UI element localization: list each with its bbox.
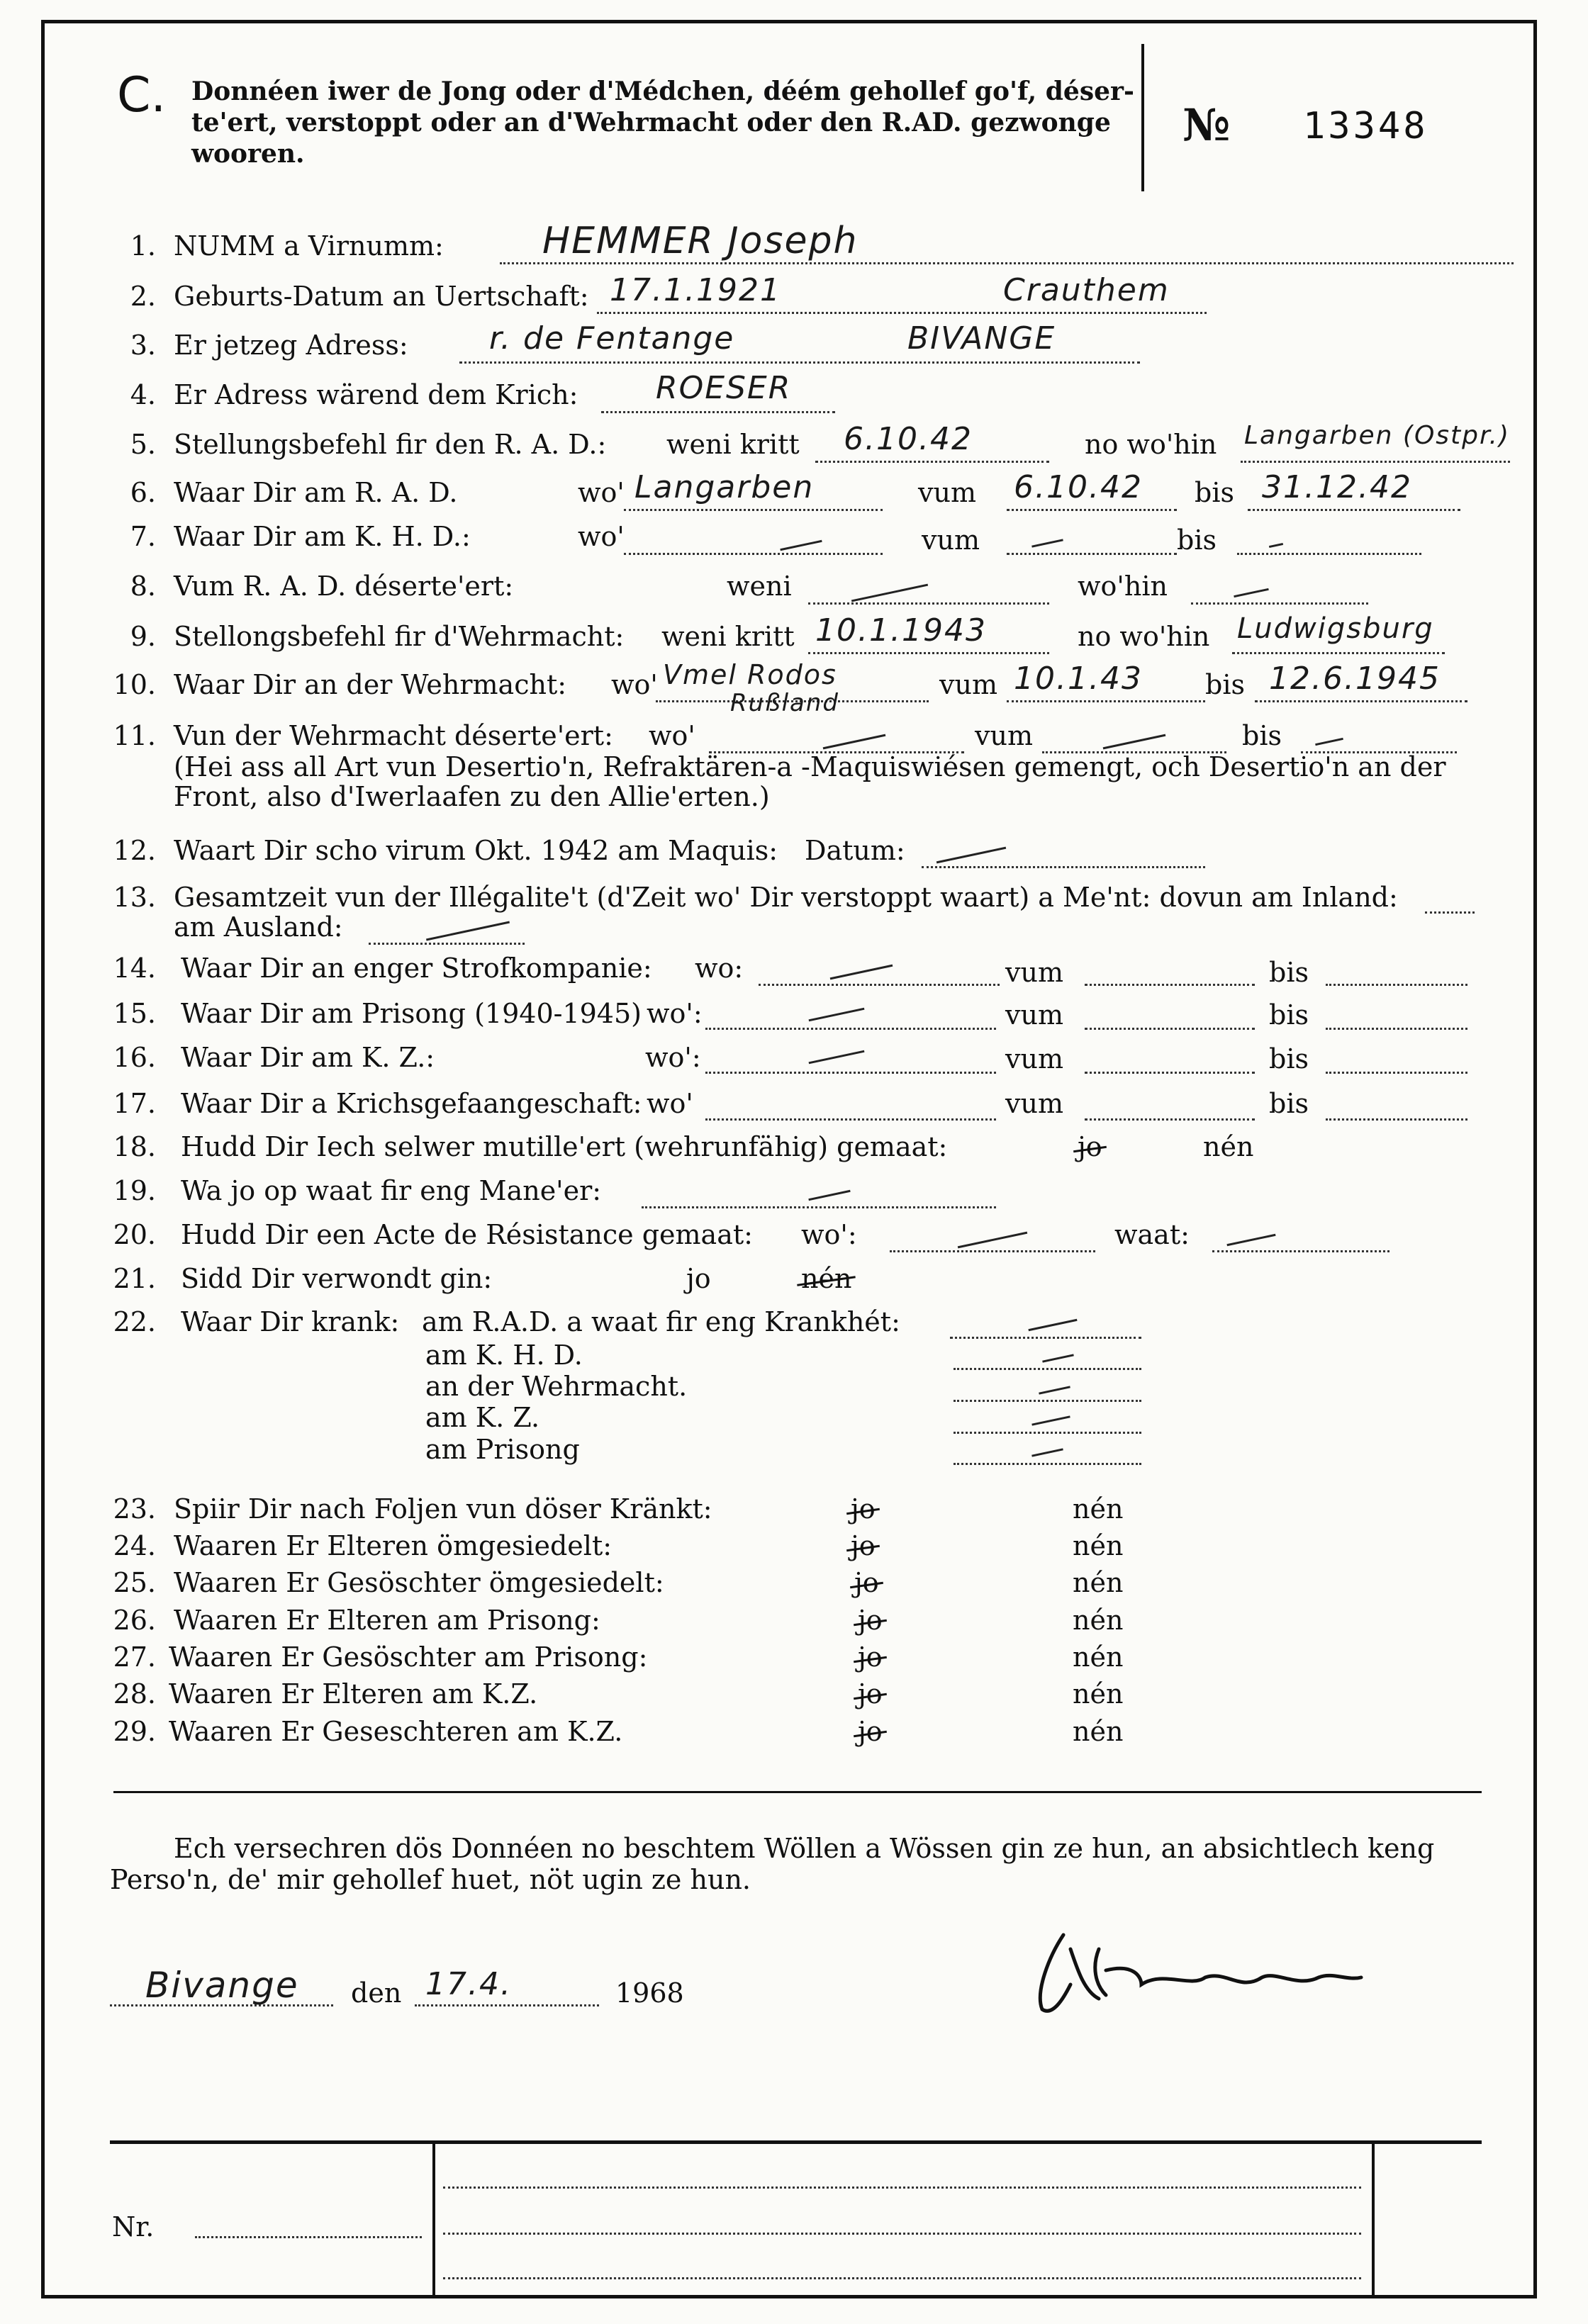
q14-where-label: wo: (695, 953, 744, 984)
q8-when-field[interactable] (808, 602, 1049, 605)
q22-sub-rad: am R.A.D. a waat fir eng Krankhét: (422, 1306, 900, 1337)
footer-nr-label: Nr. (112, 2211, 155, 2242)
q14-from-field[interactable] (1085, 984, 1255, 986)
q16-where-label: wo': (645, 1042, 701, 1073)
q17-from-field[interactable] (1085, 1118, 1255, 1121)
q13-inland-field[interactable] (1425, 911, 1475, 914)
q25-label: Waaren Er Gesöschter ömgesiedelt: (174, 1567, 664, 1598)
q27-yes-option[interactable] (858, 1641, 883, 1673)
q2-field[interactable] (597, 312, 1207, 314)
q27-yes-text: jo (858, 1641, 883, 1673)
q5-when-field[interactable] (815, 461, 1049, 463)
q6-label: Waar Dir am R. A. D. (174, 477, 458, 508)
q3-number: 3. (130, 330, 156, 361)
q22-sub-wehrmacht: an der Wehrmacht. (425, 1371, 688, 1402)
q22-number: 22. (113, 1306, 156, 1337)
q29-no-option[interactable]: nén (1073, 1716, 1124, 1747)
q17-label: Waar Dir a Krichsgefaangeschaft: (181, 1088, 642, 1119)
q14-to-field[interactable] (1326, 984, 1467, 986)
q7-from-label: vum (922, 524, 980, 556)
header-title-line1: Donnéen iwer de Jong oder d'Médchen, déém gehollef go'f, déser- (191, 77, 1134, 106)
q10-from-label: vum (939, 669, 997, 700)
header-title-line3: wooren. (191, 139, 305, 169)
q15-where-field[interactable] (705, 1028, 996, 1030)
q3-street-value: r. de Fentange (489, 320, 735, 357)
q9-when-field[interactable] (808, 652, 1049, 654)
q20-what-field[interactable] (1212, 1250, 1390, 1252)
q28-yes-option[interactable] (858, 1678, 883, 1710)
q23-yes-text: jo (851, 1493, 876, 1525)
q10-label: Waar Dir an der Wehrmacht: (174, 669, 567, 700)
q7-where-field[interactable] (624, 553, 883, 555)
q16-from-field[interactable] (1085, 1072, 1255, 1074)
q10-from-value: 10.1.43 (1014, 661, 1143, 697)
q26-no-option[interactable]: nén (1073, 1605, 1124, 1636)
date-field[interactable] (415, 2004, 599, 2006)
q27-number: 27. (113, 1641, 156, 1673)
q6-to-label: bis (1195, 477, 1234, 508)
q22-kz-field[interactable] (954, 1432, 1141, 1434)
q18-no-option[interactable]: nén (1203, 1131, 1254, 1162)
q14-label: Waar Dir an enger Strofkompanie: (181, 953, 652, 984)
q19-field[interactable] (642, 1206, 996, 1208)
q19-number: 19. (113, 1175, 156, 1206)
q9-when-value: 10.1.1943 (815, 612, 987, 649)
q5-number: 5. (130, 429, 156, 460)
q3-label: Er jetzeg Adress: (174, 330, 408, 361)
q22-sub-khd: am K. H. D. (425, 1340, 583, 1371)
q22-khd-field[interactable] (954, 1368, 1141, 1370)
q24-no-option[interactable]: nén (1073, 1530, 1124, 1561)
q16-to-label: bis (1269, 1043, 1309, 1074)
q12-label: Waart Dir scho virum Okt. 1942 am Maquis: (174, 835, 778, 866)
q21-no-option[interactable] (801, 1263, 851, 1294)
q10-where-label: wo' (611, 669, 658, 700)
q15-to-label: bis (1269, 999, 1309, 1031)
q12-date-label: Datum: (805, 835, 905, 866)
footer-col-divider-1 (432, 2144, 435, 2298)
q5-where-value: Langarben (Ostpr.) (1244, 421, 1510, 450)
q20-where-label: wo': (801, 1219, 857, 1250)
q13-abroad-field[interactable] (369, 943, 525, 945)
q23-number: 23. (113, 1493, 156, 1525)
q26-yes-option[interactable] (858, 1605, 883, 1636)
header-divider (1141, 44, 1144, 191)
q26-yes-text: jo (858, 1605, 883, 1636)
q16-where-field[interactable] (705, 1072, 996, 1074)
q20-number: 20. (113, 1219, 156, 1250)
declaration-divider (113, 1791, 1482, 1793)
q22-rad-field[interactable] (950, 1337, 1141, 1339)
q13-label: Gesamtzeit vun der Illégalite't (d'Zeit wo' Dir verstoppt waart) a Me'nt: dovun am Inland: (174, 882, 1398, 913)
signature-mark (1021, 1928, 1390, 2020)
q17-where-label: wo' (647, 1088, 693, 1119)
footer-nr-field[interactable] (195, 2236, 422, 2238)
q22-prisong-field[interactable] (954, 1463, 1141, 1465)
q21-label: Sidd Dir verwondt gin: (181, 1263, 493, 1294)
q26-number: 26. (113, 1605, 156, 1636)
q8-number: 8. (130, 571, 156, 602)
q1-field[interactable] (500, 262, 1514, 264)
q16-to-field[interactable] (1326, 1072, 1467, 1074)
q22-sub-kz: am K. Z. (425, 1402, 540, 1433)
q11-note-line2: Front, also d'Iwerlaafen zu den Allie'erten.) (174, 781, 770, 812)
q24-yes-text: jo (851, 1530, 876, 1561)
q1-label: NUMM a Virnumm: (174, 230, 444, 262)
q27-no-option[interactable]: nén (1073, 1641, 1124, 1673)
q10-where-sub-value: Rußland (730, 689, 840, 717)
q5-when-label: weni kritt (666, 429, 800, 460)
q21-yes-option[interactable]: jo (686, 1263, 711, 1294)
q14-where-field[interactable] (759, 984, 1000, 986)
q8-when-label: weni (727, 571, 792, 602)
q10-where-value: Vmel Rodos (663, 659, 837, 690)
q25-no-option[interactable]: nén (1073, 1567, 1124, 1598)
q18-yes-option[interactable] (1078, 1131, 1102, 1162)
year-label: 1968 (615, 1977, 684, 2009)
q10-number: 10. (113, 669, 156, 700)
q7-number: 7. (130, 521, 156, 552)
q9-when-label: weni kritt (661, 621, 795, 652)
q22-wehrmacht-field[interactable] (954, 1400, 1141, 1402)
footer-line-2[interactable] (443, 2233, 1361, 2235)
q2-date-value: 17.1.1921 (610, 272, 781, 308)
form-number: 13348 (1303, 105, 1428, 147)
q20-where-field[interactable] (890, 1250, 1095, 1252)
q2-label: Geburts-Datum an Uertschaft: (174, 281, 589, 312)
q4-label: Er Adress wärend dem Krich: (174, 379, 578, 410)
q13-abroad-label: am Ausland: (174, 911, 343, 943)
q3-town-value: BIVANGE (907, 320, 1056, 357)
q9-label: Stellongsbefehl fir d'Wehrmacht: (174, 621, 625, 652)
footer-line-1[interactable] (443, 2187, 1361, 2189)
q12-number: 12. (113, 835, 156, 866)
q28-number: 28. (113, 1678, 156, 1710)
q5-label: Stellungsbefehl fir den R. A. D.: (174, 429, 607, 460)
q7-where-label: wo' (578, 521, 625, 552)
q17-from-label: vum (1005, 1088, 1063, 1119)
date-value: 17.4. (425, 1966, 512, 2002)
q7-to-field[interactable] (1237, 553, 1421, 555)
section-letter: C. (117, 67, 167, 123)
q21-no-text: nén (801, 1263, 852, 1294)
q3-field[interactable] (459, 361, 1140, 364)
q28-yes-text: jo (858, 1678, 883, 1710)
q10-to-value: 12.6.1945 (1269, 661, 1441, 697)
q24-yes-option[interactable] (851, 1530, 876, 1561)
q7-from-field[interactable] (1007, 553, 1177, 555)
q27-label: Waaren Er Gesöschter am Prisong: (169, 1641, 648, 1673)
q12-date-field[interactable] (922, 866, 1205, 868)
q13-number: 13. (113, 882, 156, 913)
q10-to-field[interactable] (1255, 700, 1467, 702)
q1-value: HEMMER Joseph (542, 220, 859, 262)
q20-label: Hudd Dir een Acte de Résistance gemaat: (181, 1219, 753, 1250)
q15-label: Waar Dir am Prisong (1940-1945) (181, 998, 642, 1029)
q1-number: 1. (130, 230, 156, 262)
q15-where-label: wo': (647, 998, 703, 1029)
q29-number: 29. (113, 1716, 156, 1747)
q14-from-label: vum (1005, 957, 1063, 988)
q15-from-label: vum (1005, 999, 1063, 1031)
q23-label: Spiir Dir nach Foljen vun döser Kränkt: (174, 1493, 712, 1525)
q7-label: Waar Dir am K. H. D.: (174, 521, 471, 552)
q15-to-field[interactable] (1326, 1028, 1467, 1030)
q6-from-label: vum (918, 477, 976, 508)
den-label: den (351, 1977, 402, 2009)
q8-where-field[interactable] (1191, 602, 1368, 605)
q8-where-label: wo'hin (1078, 571, 1168, 602)
q4-field[interactable] (601, 411, 835, 413)
q21-number: 21. (113, 1263, 156, 1294)
q23-no-option[interactable]: nén (1073, 1493, 1124, 1525)
q4-value: ROESER (656, 370, 792, 406)
q25-number: 25. (113, 1567, 156, 1598)
q19-label: Wa jo op waat fir eng Mane'er: (181, 1175, 602, 1206)
q11-where-label: wo' (649, 720, 695, 751)
q11-label: Vun der Wehrmacht déserte'ert: (174, 720, 613, 751)
footer-top-line (110, 2140, 1482, 2144)
declaration-line2: Perso'n, de' mir gehollef huet, nöt ugin ze hun. (110, 1864, 751, 1895)
q11-from-label: vum (975, 720, 1033, 751)
q22-label: Waar Dir krank: (181, 1306, 400, 1337)
footer-line-3[interactable] (443, 2277, 1361, 2279)
q15-number: 15. (113, 998, 156, 1029)
q17-where-field[interactable] (705, 1118, 996, 1121)
q6-where-field[interactable] (624, 509, 883, 511)
q24-number: 24. (113, 1530, 156, 1561)
q25-yes-text: jo (854, 1567, 879, 1598)
q9-where-label: no wo'hin (1078, 621, 1210, 652)
q2-number: 2. (130, 281, 156, 312)
q24-label: Waaren Er Elteren ömgesiedelt: (174, 1530, 613, 1561)
q7-to-label: bis (1177, 524, 1217, 556)
q20-what-label: waat: (1114, 1219, 1190, 1250)
q10-to-label: bis (1205, 669, 1245, 700)
number-symbol: № (1182, 99, 1231, 151)
q2-place-value: Crauthem (1003, 272, 1170, 308)
q5-where-label: no wo'hin (1085, 429, 1217, 460)
q18-yes-text: jo (1078, 1131, 1102, 1162)
q16-from-label: vum (1005, 1043, 1063, 1074)
q17-to-field[interactable] (1326, 1118, 1467, 1121)
q6-from-value: 6.10.42 (1014, 469, 1143, 505)
q6-number: 6. (130, 477, 156, 508)
q9-where-value: Ludwigsburg (1237, 612, 1434, 645)
q16-label: Waar Dir am K. Z.: (181, 1042, 435, 1073)
q29-yes-option[interactable] (858, 1716, 883, 1747)
q28-label: Waaren Er Elteren am K.Z. (169, 1678, 538, 1710)
q23-yes-option[interactable] (851, 1493, 876, 1525)
q5-when-value: 6.10.42 (844, 421, 973, 457)
q11-note-line1: (Hei ass all Art vun Desertio'n, Refraktären-a -Maquiswiésen gemengt, och Desertio'n an der (174, 751, 1446, 782)
q17-number: 17. (113, 1088, 156, 1119)
header-title-line2: te'ert, verstoppt oder an d'Wehrmacht oder den R.AD. gezwonge (191, 108, 1111, 137)
q9-where-field[interactable] (1232, 652, 1445, 654)
q14-to-label: bis (1269, 957, 1309, 988)
q11-to-label: bis (1242, 720, 1282, 751)
q8-label: Vum R. A. D. déserte'ert: (174, 571, 514, 602)
place-value: Bivange (145, 1965, 299, 2006)
q11-number: 11. (113, 720, 156, 751)
q22-sub-prisong: am Prisong (425, 1434, 580, 1465)
q4-number: 4. (130, 379, 156, 410)
q6-to-value: 31.12.42 (1262, 469, 1412, 505)
q29-label: Waaren Er Geseschteren am K.Z. (169, 1716, 623, 1747)
q15-from-field[interactable] (1085, 1028, 1255, 1030)
q9-number: 9. (130, 621, 156, 652)
declaration-line1: Ech versechren dös Donnéen no beschtem Wöllen a Wössen gin ze hun, an absichtlech keng (174, 1833, 1435, 1864)
q5-where-field[interactable] (1241, 461, 1510, 463)
q25-yes-option[interactable] (854, 1567, 879, 1598)
q18-number: 18. (113, 1131, 156, 1162)
q6-to-field[interactable] (1248, 509, 1460, 511)
q6-from-field[interactable] (1007, 509, 1177, 511)
q6-where-label: wo' (578, 477, 625, 508)
q26-label: Waaren Er Elteren am Prisong: (174, 1605, 600, 1636)
q18-label: Hudd Dir Iech selwer mutille'ert (wehrunfähig) gemaat: (181, 1131, 948, 1162)
q28-no-option[interactable]: nén (1073, 1678, 1124, 1710)
q10-from-field[interactable] (1007, 700, 1205, 702)
q16-number: 16. (113, 1042, 156, 1073)
footer-col-divider-2 (1372, 2144, 1375, 2298)
q29-yes-text: jo (858, 1716, 883, 1747)
q17-to-label: bis (1269, 1088, 1309, 1119)
q14-number: 14. (113, 953, 156, 984)
q6-where-value: Langarben (634, 469, 815, 505)
